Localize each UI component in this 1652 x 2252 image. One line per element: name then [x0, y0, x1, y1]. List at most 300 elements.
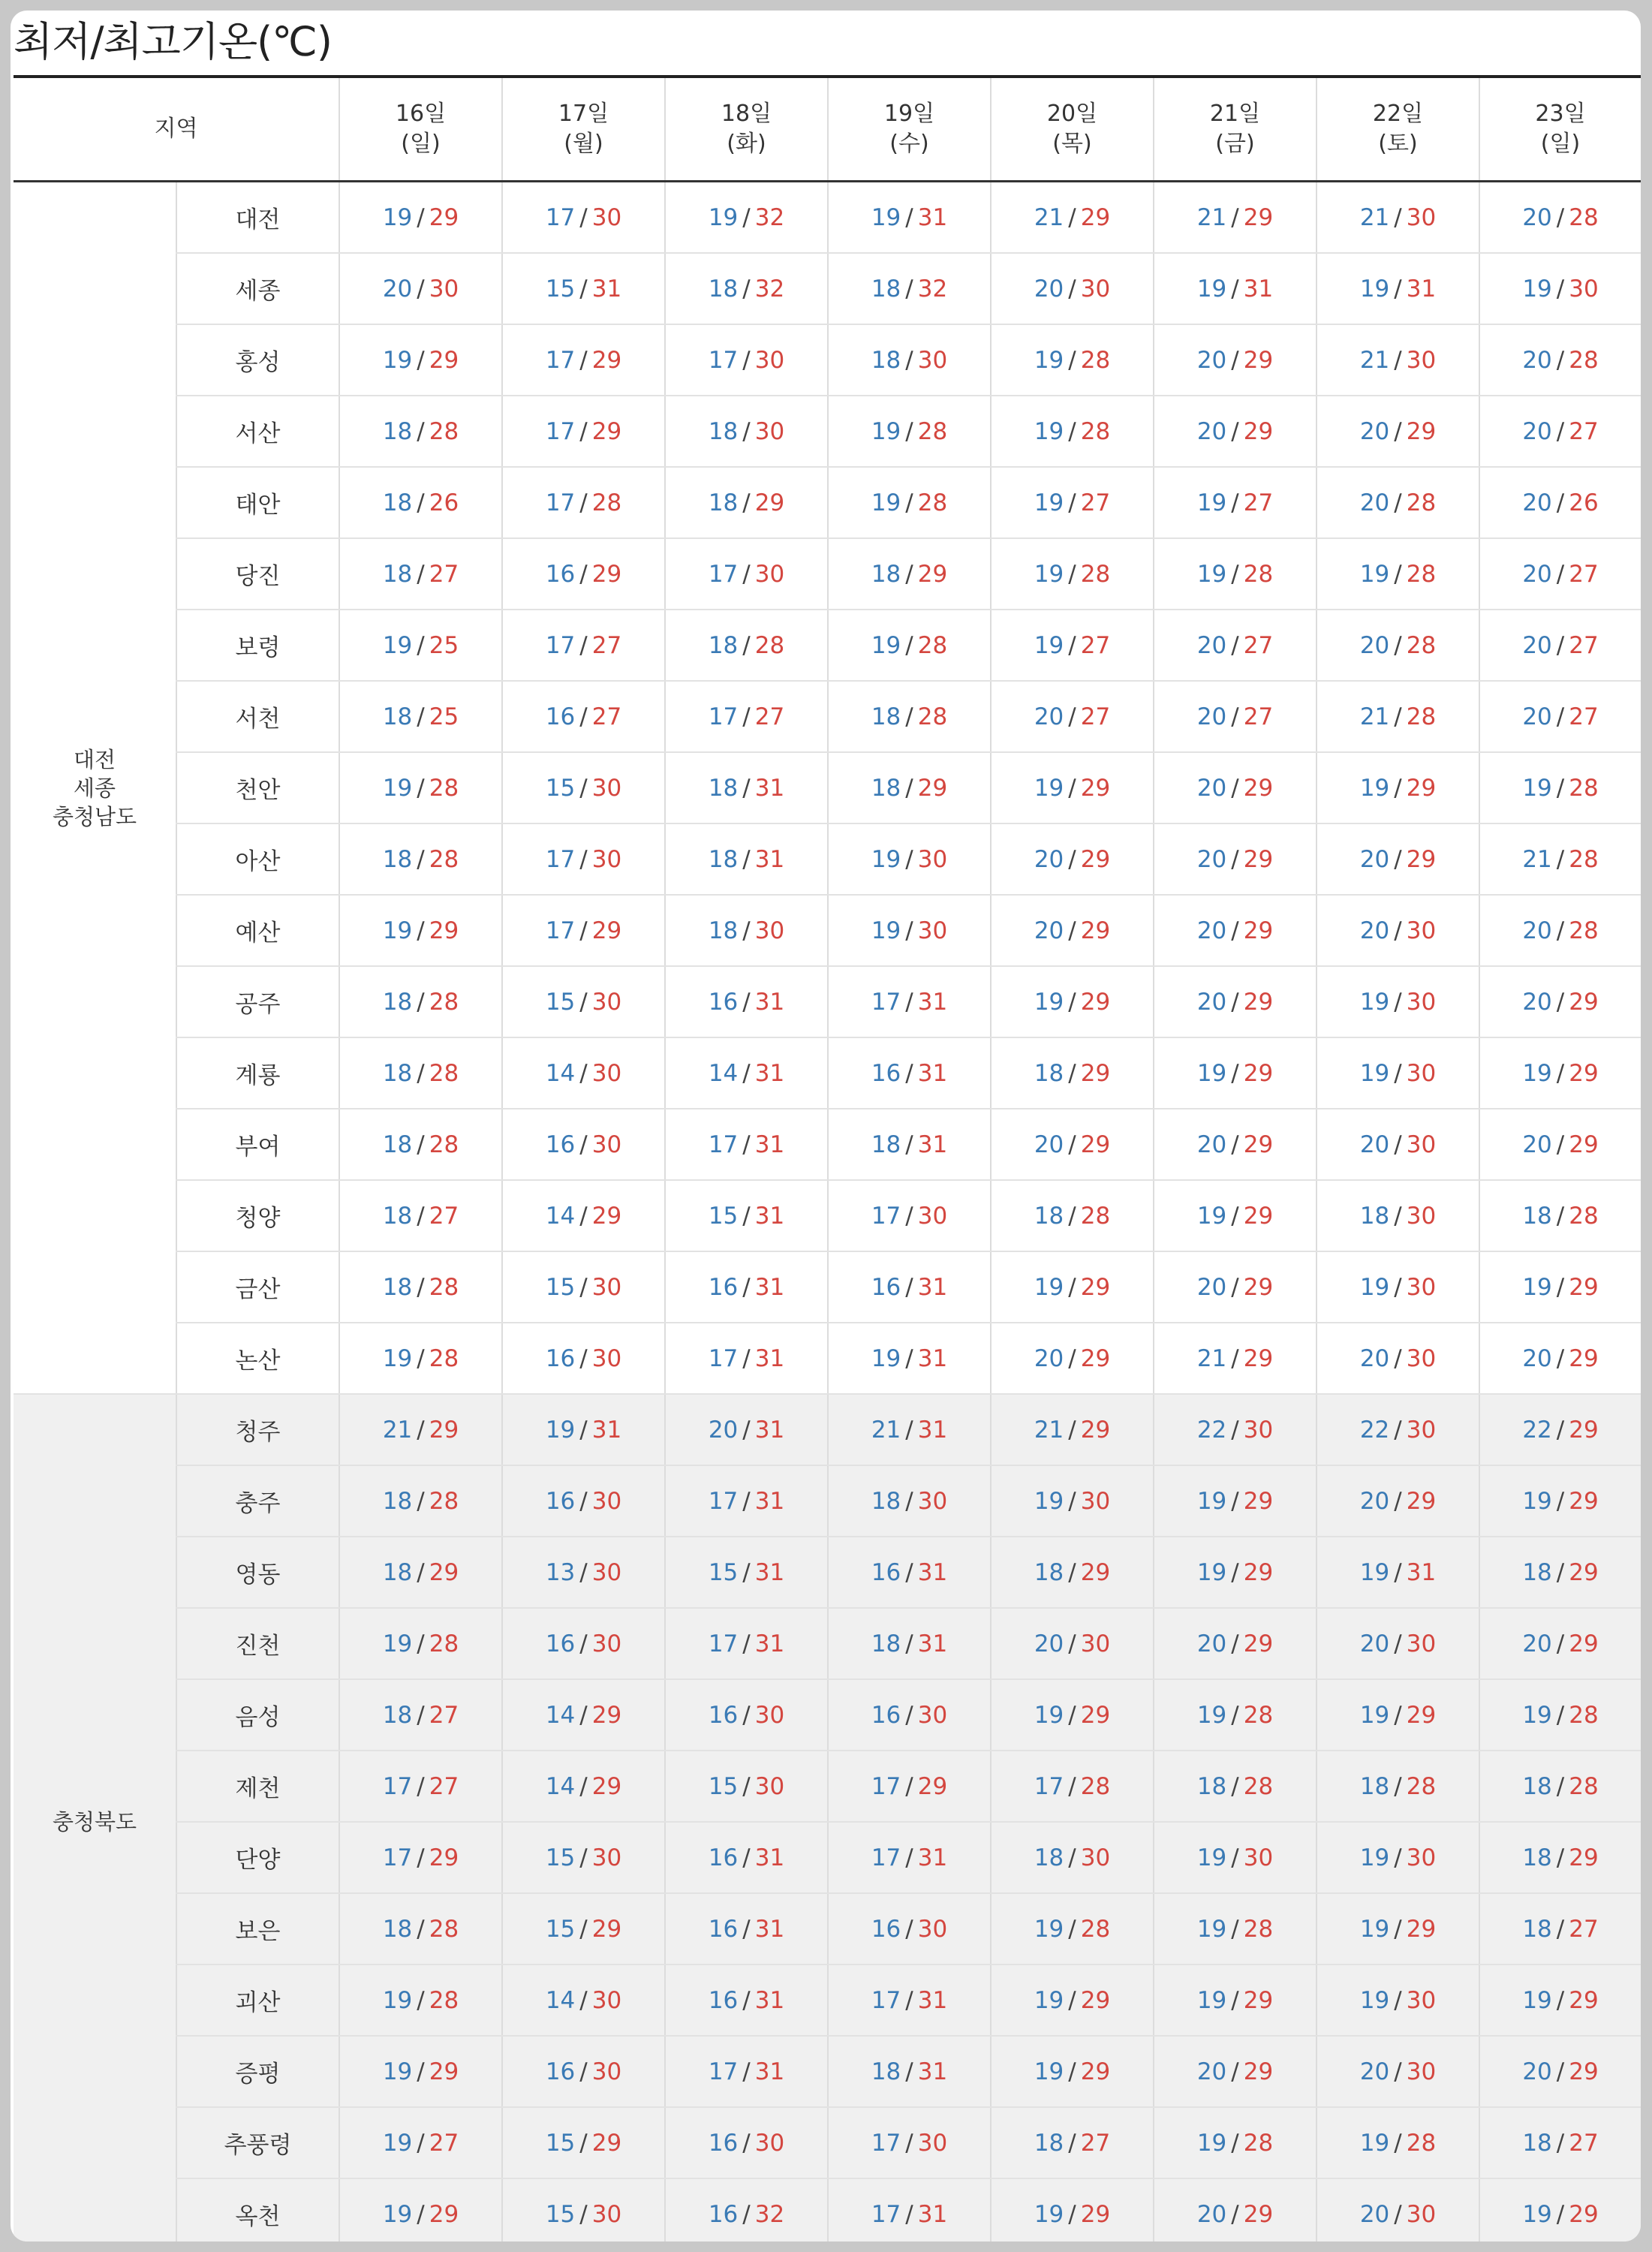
max-temp: 30 [917, 1202, 948, 1230]
temp-separator: / [742, 346, 751, 374]
temp-separator: / [417, 1915, 425, 1943]
min-temp: 14 [545, 1059, 576, 1087]
temp-separator: / [1231, 845, 1239, 873]
temp-cell [828, 253, 991, 324]
min-temp: 17 [871, 1202, 901, 1230]
temp-separator: / [1394, 1844, 1402, 1871]
temp-separator: / [742, 2200, 751, 2228]
city-name: 천안 [176, 752, 339, 823]
max-temp: 31 [1406, 275, 1437, 303]
max-temp: 30 [1406, 346, 1437, 374]
table-row [14, 1679, 1641, 1751]
temp-cell [828, 1608, 991, 1679]
temp-separator: / [1556, 1487, 1565, 1515]
temp-separator: / [417, 1772, 425, 1800]
region-cell [14, 182, 176, 1395]
city-name: 서천 [176, 681, 339, 752]
temp-cell [1479, 1964, 1641, 2036]
min-temp: 19 [871, 631, 901, 659]
temp-separator: / [905, 1416, 913, 1444]
temp-separator: / [1394, 1202, 1402, 1230]
temp-cell [502, 681, 665, 752]
min-temp: 19 [382, 2200, 413, 2228]
table-row [14, 2178, 1641, 2241]
temp-cell [502, 1822, 665, 1893]
min-temp: 18 [382, 1059, 413, 1087]
min-temp: 15 [708, 1772, 739, 1800]
min-temp: 14 [545, 1701, 576, 1729]
max-temp: 29 [1243, 917, 1274, 944]
table-row [14, 1465, 1641, 1537]
min-temp: 19 [1196, 2129, 1227, 2157]
temp-separator: / [579, 631, 588, 659]
temp-cell [502, 1394, 665, 1465]
temp-cell [1479, 182, 1641, 254]
temp-separator: / [579, 1059, 588, 1087]
temp-separator: / [579, 1487, 588, 1515]
min-temp: 19 [1034, 1273, 1064, 1301]
temp-separator: / [1394, 1344, 1402, 1372]
temp-cell [1154, 396, 1316, 467]
min-temp: 15 [545, 2129, 576, 2157]
temp-cell [1479, 1751, 1641, 1822]
max-temp: 30 [591, 2058, 622, 2085]
max-temp: 31 [754, 1558, 785, 1586]
temp-cell [1479, 253, 1641, 324]
max-temp: 31 [754, 1344, 785, 1372]
temp-separator: / [905, 1844, 913, 1871]
max-temp: 28 [1569, 1772, 1599, 1800]
temp-separator: / [417, 2058, 425, 2085]
temp-cell [828, 610, 991, 681]
min-temp: 19 [1522, 774, 1552, 802]
temp-cell [502, 1465, 665, 1537]
max-temp: 29 [1406, 417, 1437, 445]
min-temp: 18 [1034, 1558, 1064, 1586]
max-temp: 29 [1243, 1630, 1274, 1657]
temp-separator: / [579, 1344, 588, 1372]
temp-cell [1316, 1323, 1479, 1394]
max-temp: 31 [754, 845, 785, 873]
max-temp: 25 [429, 631, 459, 659]
temp-separator: / [579, 774, 588, 802]
temp-separator: / [1556, 489, 1565, 516]
temp-cell [828, 752, 991, 823]
temp-separator: / [1068, 1701, 1076, 1729]
max-temp: 30 [754, 417, 785, 445]
max-temp: 29 [1080, 2058, 1111, 2085]
temp-cell [991, 895, 1154, 966]
temp-cell [665, 1964, 828, 2036]
min-temp: 14 [545, 1772, 576, 1800]
min-temp: 16 [545, 1344, 576, 1372]
city-name: 청양 [176, 1180, 339, 1251]
min-temp: 19 [1034, 2058, 1064, 2085]
temp-separator: / [905, 1487, 913, 1515]
temp-separator: / [1068, 774, 1076, 802]
min-temp: 20 [1522, 417, 1552, 445]
temp-cell [665, 1893, 828, 1964]
max-temp: 27 [1080, 703, 1111, 730]
min-temp: 19 [1196, 1059, 1227, 1087]
temp-cell [1154, 1394, 1316, 1465]
temp-separator: / [1068, 203, 1076, 231]
day-header [1479, 77, 1641, 182]
max-temp: 25 [429, 703, 459, 730]
temp-cell [502, 2178, 665, 2241]
min-temp: 16 [545, 560, 576, 588]
min-temp: 18 [382, 1701, 413, 1729]
max-temp: 31 [917, 1273, 948, 1301]
max-temp: 29 [1080, 917, 1111, 944]
temp-separator: / [579, 1915, 588, 1943]
min-temp: 20 [1359, 917, 1390, 944]
max-temp: 31 [754, 1487, 785, 1515]
temp-cell [339, 1037, 502, 1109]
max-temp: 29 [591, 1701, 622, 1729]
max-temp: 29 [1243, 2200, 1274, 2228]
max-temp: 29 [1243, 1986, 1274, 2014]
max-temp: 29 [1569, 2200, 1599, 2228]
min-temp: 19 [1034, 417, 1064, 445]
table-row [14, 1394, 1641, 1465]
max-temp: 30 [917, 1487, 948, 1515]
min-temp: 16 [545, 1131, 576, 1158]
temp-cell [828, 1679, 991, 1751]
max-temp: 30 [1406, 1344, 1437, 1372]
table-row [14, 2107, 1641, 2178]
temp-separator: / [1231, 703, 1239, 730]
temp-cell [1479, 1180, 1641, 1251]
max-temp: 31 [754, 1273, 785, 1301]
min-temp: 19 [1034, 631, 1064, 659]
table-body [14, 182, 1641, 2242]
temp-cell [828, 895, 991, 966]
min-temp: 18 [1034, 1844, 1064, 1871]
city-name: 예산 [176, 895, 339, 966]
temp-separator: / [1556, 1701, 1565, 1729]
max-temp: 30 [591, 203, 622, 231]
day-date: 19일 [883, 101, 935, 127]
day-date: 18일 [721, 101, 772, 127]
forecast-card [11, 11, 1641, 2241]
city-name: 부여 [176, 1109, 339, 1180]
max-temp: 29 [1406, 1701, 1437, 1729]
min-temp: 20 [1034, 1131, 1064, 1158]
table-row [14, 1608, 1641, 1679]
city-name: 영동 [176, 1537, 339, 1608]
temp-cell [1479, 1109, 1641, 1180]
min-temp: 17 [871, 1772, 901, 1800]
temp-separator: / [1068, 845, 1076, 873]
temp-separator: / [1556, 631, 1565, 659]
min-temp: 19 [1359, 2129, 1390, 2157]
temp-separator: / [905, 1986, 913, 2014]
temp-separator: / [905, 1059, 913, 1087]
temp-cell [1154, 1964, 1316, 2036]
temp-cell [991, 324, 1154, 396]
temp-cell [1154, 966, 1316, 1037]
max-temp: 31 [917, 1059, 948, 1087]
min-temp: 18 [1522, 1558, 1552, 1586]
region-name-line: 충청북도 [52, 1809, 137, 1835]
temp-cell [1154, 1323, 1316, 1394]
temp-cell [502, 823, 665, 895]
temp-separator: / [417, 2129, 425, 2157]
temp-cell [828, 966, 991, 1037]
temp-cell [502, 1180, 665, 1251]
min-temp: 19 [1359, 1558, 1390, 1586]
temp-separator: / [1231, 203, 1239, 231]
min-temp: 18 [1522, 1772, 1552, 1800]
max-temp: 26 [1569, 489, 1599, 516]
max-temp: 27 [1243, 631, 1274, 659]
temp-cell [665, 467, 828, 538]
temp-cell [991, 1037, 1154, 1109]
temp-cell [339, 1180, 502, 1251]
max-temp: 29 [1406, 1487, 1437, 1515]
temp-cell [991, 2107, 1154, 2178]
min-temp: 20 [1196, 703, 1227, 730]
temp-separator: / [1556, 2058, 1565, 2085]
min-temp: 20 [1196, 2200, 1227, 2228]
min-temp: 19 [1359, 1915, 1390, 1943]
temp-cell [1479, 681, 1641, 752]
temp-cell [665, 823, 828, 895]
min-temp: 19 [1034, 2200, 1064, 2228]
temp-separator: / [1556, 1844, 1565, 1871]
max-temp: 29 [1569, 2058, 1599, 2085]
temp-cell [339, 1822, 502, 1893]
temp-separator: / [1394, 1772, 1402, 1800]
max-temp: 31 [754, 1915, 785, 1943]
max-temp: 31 [754, 1844, 785, 1871]
max-temp: 30 [917, 917, 948, 944]
min-temp: 16 [871, 1059, 901, 1087]
city-name: 증평 [176, 2036, 339, 2107]
max-temp: 29 [1080, 988, 1111, 1016]
city-name: 대전 [176, 182, 339, 254]
max-temp: 28 [1080, 1202, 1111, 1230]
temp-separator: / [742, 988, 751, 1016]
max-temp: 31 [917, 988, 948, 1016]
max-temp: 28 [1243, 1772, 1274, 1800]
temp-cell [1316, 1537, 1479, 1608]
temp-separator: / [1556, 1059, 1565, 1087]
temp-cell [1479, 895, 1641, 966]
temp-separator: / [417, 1273, 425, 1301]
max-temp: 31 [754, 774, 785, 802]
max-temp: 30 [1080, 1844, 1111, 1871]
min-temp: 18 [1034, 1059, 1064, 1087]
temp-cell [339, 752, 502, 823]
temp-separator: / [1068, 1416, 1076, 1444]
max-temp: 30 [917, 1701, 948, 1729]
temp-cell [1154, 1109, 1316, 1180]
min-temp: 19 [382, 1630, 413, 1657]
temp-separator: / [742, 2058, 751, 2085]
max-temp: 29 [1406, 1915, 1437, 1943]
min-temp: 14 [545, 1202, 576, 1230]
temp-separator: / [579, 1630, 588, 1657]
min-temp: 22 [1359, 1416, 1390, 1444]
temp-cell [991, 823, 1154, 895]
min-temp: 19 [1196, 1915, 1227, 1943]
temp-cell [1154, 2036, 1316, 2107]
max-temp: 31 [917, 1344, 948, 1372]
day-header [828, 77, 991, 182]
min-temp: 18 [382, 1915, 413, 1943]
temp-cell [339, 253, 502, 324]
min-temp: 18 [1034, 2129, 1064, 2157]
temp-separator: / [1394, 1131, 1402, 1158]
city-name: 공주 [176, 966, 339, 1037]
temp-separator: / [742, 2129, 751, 2157]
temp-cell [665, 1394, 828, 1465]
table-header [14, 77, 1641, 182]
max-temp: 28 [1406, 631, 1437, 659]
min-temp: 21 [1359, 346, 1390, 374]
temp-cell [1479, 1394, 1641, 1465]
min-temp: 20 [1196, 774, 1227, 802]
min-temp: 17 [871, 2129, 901, 2157]
max-temp: 28 [1080, 346, 1111, 374]
temp-cell [339, 396, 502, 467]
temp-separator: / [579, 1273, 588, 1301]
temp-separator: / [417, 1202, 425, 1230]
temp-separator: / [1068, 417, 1076, 445]
max-temp: 29 [1243, 1273, 1274, 1301]
temp-cell [502, 752, 665, 823]
min-temp: 18 [1359, 1772, 1390, 1800]
temp-cell [991, 966, 1154, 1037]
city-name: 보령 [176, 610, 339, 681]
max-temp: 29 [1243, 988, 1274, 1016]
max-temp: 32 [754, 203, 785, 231]
temp-cell [502, 467, 665, 538]
temp-separator: / [1231, 1772, 1239, 1800]
temp-separator: / [1068, 988, 1076, 1016]
min-temp: 21 [382, 1416, 413, 1444]
temp-separator: / [417, 203, 425, 231]
min-temp: 20 [1034, 917, 1064, 944]
min-temp: 22 [1196, 1416, 1227, 1444]
min-temp: 19 [1196, 1558, 1227, 1586]
max-temp: 31 [754, 988, 785, 1016]
min-temp: 20 [1196, 2058, 1227, 2085]
temp-cell [1154, 1893, 1316, 1964]
temp-cell [828, 2107, 991, 2178]
min-temp: 20 [1359, 1344, 1390, 1372]
max-temp: 30 [917, 2129, 948, 2157]
min-temp: 20 [1522, 1630, 1552, 1657]
temp-cell [1316, 324, 1479, 396]
min-temp: 17 [545, 203, 576, 231]
min-temp: 18 [871, 275, 901, 303]
max-temp: 29 [429, 346, 459, 374]
max-temp: 29 [1569, 1344, 1599, 1372]
max-temp: 30 [591, 988, 622, 1016]
min-temp: 18 [708, 631, 739, 659]
min-temp: 18 [382, 560, 413, 588]
temp-separator: / [1394, 560, 1402, 588]
max-temp: 28 [1569, 1202, 1599, 1230]
max-temp: 28 [429, 417, 459, 445]
min-temp: 21 [1034, 203, 1064, 231]
max-temp: 28 [429, 1986, 459, 2014]
temp-separator: / [1556, 1558, 1565, 1586]
min-temp: 16 [871, 1915, 901, 1943]
min-temp: 20 [1196, 346, 1227, 374]
temp-separator: / [1068, 1772, 1076, 1800]
temp-cell [991, 1465, 1154, 1537]
temp-cell [1154, 2107, 1316, 2178]
temp-cell [991, 396, 1154, 467]
city-name: 진천 [176, 1608, 339, 1679]
region-name-line: 세종 [73, 775, 116, 801]
temp-separator: / [579, 489, 588, 516]
min-temp: 16 [545, 2058, 576, 2085]
temp-separator: / [579, 2129, 588, 2157]
day-header [665, 77, 828, 182]
temp-cell [991, 1751, 1154, 1822]
temp-cell [1316, 1608, 1479, 1679]
max-temp: 27 [429, 1772, 459, 1800]
min-temp: 21 [1196, 203, 1227, 231]
city-name: 태안 [176, 467, 339, 538]
min-temp: 20 [1196, 1630, 1227, 1657]
min-temp: 19 [1196, 1202, 1227, 1230]
min-temp: 19 [1034, 988, 1064, 1016]
max-temp: 30 [591, 1844, 622, 1871]
city-name: 단양 [176, 1822, 339, 1893]
temp-cell [1479, 396, 1641, 467]
temp-cell [1316, 895, 1479, 966]
temp-cell [339, 1608, 502, 1679]
temp-cell [828, 324, 991, 396]
temp-separator: / [742, 417, 751, 445]
temp-cell [991, 253, 1154, 324]
temp-separator: / [742, 631, 751, 659]
max-temp: 29 [591, 346, 622, 374]
temp-cell [1479, 1251, 1641, 1323]
temp-cell [502, 182, 665, 254]
temp-separator: / [1068, 275, 1076, 303]
temp-separator: / [1556, 1131, 1565, 1158]
temp-cell [339, 1893, 502, 1964]
max-temp: 28 [429, 1487, 459, 1515]
temp-separator: / [742, 1915, 751, 1943]
max-temp: 28 [1406, 560, 1437, 588]
min-temp: 17 [545, 489, 576, 516]
min-temp: 13 [545, 1558, 576, 1586]
temp-cell [991, 2036, 1154, 2107]
temp-separator: / [1231, 917, 1239, 944]
temp-separator: / [417, 1986, 425, 2014]
temp-separator: / [742, 845, 751, 873]
temp-cell [991, 467, 1154, 538]
min-temp: 20 [1196, 1273, 1227, 1301]
min-temp: 18 [871, 2058, 901, 2085]
max-temp: 30 [429, 275, 459, 303]
max-temp: 29 [1569, 1131, 1599, 1158]
temp-separator: / [742, 917, 751, 944]
max-temp: 28 [1243, 1701, 1274, 1729]
temp-separator: / [1231, 1487, 1239, 1515]
min-temp: 19 [1522, 1059, 1552, 1087]
max-temp: 29 [1080, 2200, 1111, 2228]
temp-separator: / [1556, 417, 1565, 445]
